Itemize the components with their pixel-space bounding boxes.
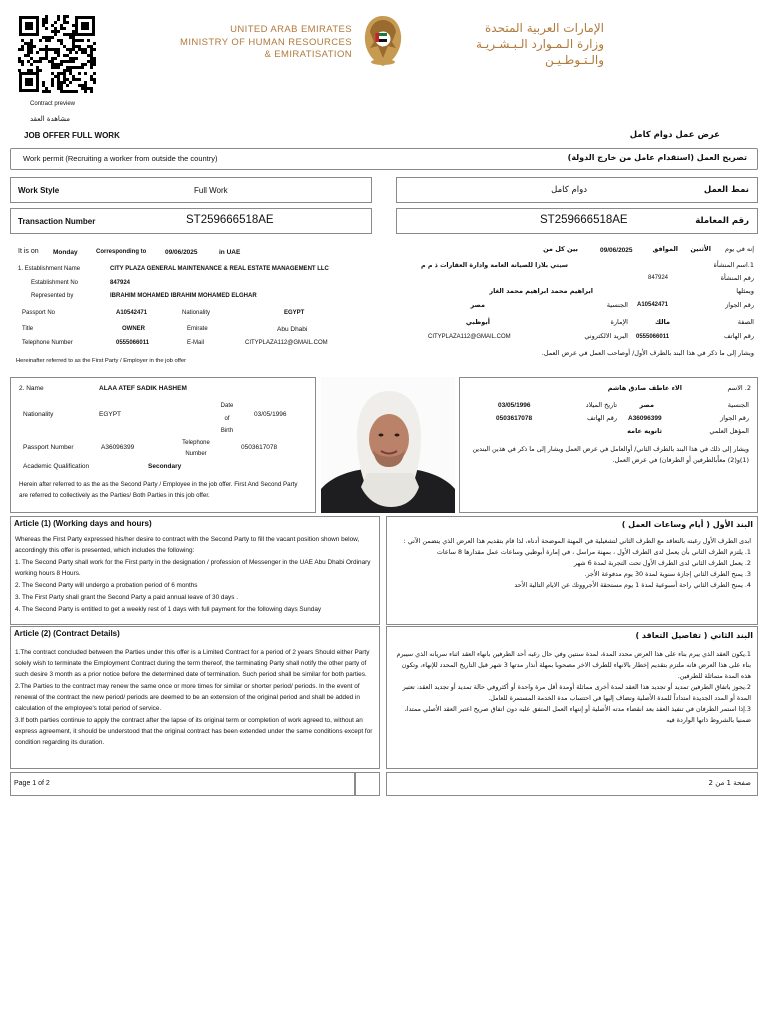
qr-code (18, 15, 96, 93)
work-style-value-ar: دوام كامل (551, 185, 587, 195)
fp-ar-note: ويشار إلى ما ذكر في هذا البند بالطرف الأول/ أوصاحب العمل في عرض العمل. (541, 349, 754, 357)
permit-row (10, 148, 758, 170)
ministry-ar-line-2: وزارة الـمـوارد الـبـشـريـة (475, 37, 604, 51)
fp-passport-label: Passport No (22, 310, 56, 316)
article2-title-ar: البند الثاني ( تفاصيل التعاقد ) (635, 631, 753, 640)
fp-ar-rep-label: ويمثلها (736, 287, 754, 295)
permit-text-en: Work permit (Recruiting a worker from outside the country) (23, 154, 218, 163)
fp-ar-title: مالك (655, 318, 670, 326)
page-number: Page 1 of 2 (14, 780, 50, 787)
article1-body (15, 534, 377, 616)
sp-ar-phone-label: رقم الهاتف (587, 414, 617, 422)
article2-para-ar: 1.يكون العقد الذي يبرم بناء على هذا العرض محدد المدة، لمدة سنتين وفي حال رغبه أحد الطرفين بانهاء العقد اثناء سريانه الذي سيبرم بناء على هذا العرض فانه ملتزم بتقديم إخطار بالانهاء للطرف الاخر مصحوبا بمهلة أنذار مدتها 3 شهر قبل التاريخ المحدد للإنهاء، وتكون هذه المدة متماثلة للطرفين. (396, 650, 751, 680)
fp-ar-corresponding: الموافق (652, 245, 678, 253)
fp-ar-emirate: أبوظبي (465, 318, 490, 326)
article2-body (15, 647, 377, 749)
sp-ar-qual-label: المؤهل العلمي (709, 427, 749, 435)
job-offer-title-en: JOB OFFER FULL WORK (24, 131, 120, 140)
ministry-line-3: & EMIRATISATION (264, 49, 352, 60)
fp-emirate: Abu Dhabi (277, 326, 308, 333)
article1-para: 4. The Second Party is entitled to get a weekly rest of 1 days with full payment for the following days Sunday (15, 606, 322, 613)
article1-para-ar: 3. يمنح الطرف الثاني إجازة سنوية لمدة 30 يوم مدفوعة الأجر. (584, 570, 751, 578)
second-party-ar-box (459, 377, 758, 513)
sp-ar-dob-label: تاريخ الميلاد (585, 401, 617, 409)
fp-ar-phone-label: رقم الهاتف (724, 332, 754, 340)
article2-title: Article (2) (Contract Details) (14, 629, 120, 638)
transaction-label-ar: رقم المعاملة (695, 216, 749, 226)
fp-nationality: EGYPT (284, 310, 305, 316)
fp-email-label: E-Mail (187, 340, 205, 346)
sp-ar-note: ويشار إلى ذلك في هذا البند بالطرف الثاني/ أوالعامل في عرض العمل ويشار إلى ما ذكر في هذين البندين (1)و(2) معاًبالطرفين أو الطرفان) في عرض العمل. (472, 445, 749, 464)
fp-ar-passport: A10542471 (637, 302, 669, 308)
fp-ar-establishment: سيتي بلازا للصيانة العامة وادارة العقارات ذ م م (421, 262, 568, 269)
ministry-line-1: UNITED ARAB EMIRATES (230, 24, 352, 35)
work-style-ar-box (396, 177, 758, 203)
representative: IBRAHIM MOHAMED IBRAHIM MOHAMED ELGHAR (110, 293, 257, 299)
sp-ar-phone: 0503617078 (496, 415, 533, 422)
sp-dob-label: Date of Birth (220, 403, 234, 434)
article2-para-ar: 3.إذا استمر الطرفان في تنفيذ العقد بعد انقضاء مدته الأصلية أو إنتهاء العمل المتفق عليه دون اتفاق صريح اعتبر العقد الأصلي ممتدا، ضمنيا بالشروط ذاتها الواردة فيه (404, 705, 751, 724)
ministry-name-ar (414, 20, 604, 68)
article2-para: 1.The contract concluded between the Parties under this offer is a Limited Contract for a period of 2 years Should either Party solely wish to terminate the Employment Contract during the term thereof, the terminating Party shall notify the other party of such desire 3 month as a prior notice before the determined date of termination. Such period shall be similar for both parties. (15, 649, 370, 678)
footer-mid-box (355, 772, 380, 796)
sp-dob: 03/05/1996 (254, 411, 287, 418)
ministry-ar-line-3: والـتـوطـيـن (545, 53, 604, 67)
work-style-label-ar: نمط العمل (703, 185, 749, 195)
transaction-ar-box (396, 208, 758, 234)
article1-para: Whereas the First Party expressed his/her desire to contract with the Second Party to fill the vacant position shown below, accordingly this offer is presented, which includes the following: (15, 536, 360, 554)
article1-ar-box (386, 516, 758, 625)
ministry-ar-line-1: الإمارات العربية المتحدة (485, 21, 604, 35)
est-no-label: Establishment No (31, 280, 79, 286)
fp-ar-title-label: الصفة (737, 318, 754, 326)
sp-nationality: EGYPT (99, 411, 122, 418)
sp-qual: Secondary (148, 463, 182, 470)
article1-body-ar (393, 536, 751, 591)
article1-para-ar: 1. يلتزم الطرف الثاني بأن يعمل لدى الطرف الأول ، بمهنة مراسل ، في إمارة أبوظبي وساعات عمل مقدارها 8 ساعات (436, 548, 751, 556)
fp-note: Hereinafter referred to as the First Party / Employer in the job offer (16, 358, 187, 364)
fp-day: Monday (53, 249, 78, 256)
fp-ar-est-label: 1.اسم المنشأة (713, 261, 754, 269)
transaction-label: Transaction Number (18, 217, 96, 226)
transaction-en-box (10, 208, 372, 234)
fp-title-label: Title (22, 326, 34, 332)
fp-ar-rep: ابراهيم محمد ابراهيم محمد الغار (489, 287, 593, 295)
article2-ar-box (386, 626, 758, 769)
work-style-label: Work Style (18, 186, 60, 195)
article2-body-ar (393, 649, 751, 726)
job-offer-title-ar: عرض عمل دوام كامل (629, 130, 720, 140)
transaction-number-ar: ST259666518AE (540, 214, 628, 226)
article1-title: Article (1) (Working days and hours) (14, 519, 152, 528)
establishment-label: 1. Establishment Name (18, 266, 81, 272)
article1-para-ar: ابدى الطرف الأول رغبته بالتعاقد مع الطرف الثاني لتشغيلية في المهنة الموضحة أدناه، لذا قام بتقديم هذا العرض الذي يتضمن الآتي : (403, 537, 751, 545)
footer-ar-box (386, 772, 758, 796)
article1-para-ar: 4. يمنح الطرف الثاني راحة أسبوعية لمدة 1 يوم مستحقة الأجرووتك عن الايام التالية الأحد (514, 581, 751, 589)
sp-ar-passport: A36096399 (628, 415, 662, 422)
sp-ar-nationality: مصر (639, 401, 654, 409)
work-style-en-box (10, 177, 372, 203)
sp-ar-nationality-label: الجنسية (727, 401, 749, 409)
fp-ar-date: 09/06/2025 (600, 247, 633, 254)
sp-name: ALAA ATEF SADIK HASHEM (99, 385, 187, 392)
article1-para: 2. The Second Party will undergo a probation period of 6 months (15, 582, 198, 589)
article2-para: 2.The Parties to the contract may renew the same once or more times for similar or shorter period/ periods. In the event of renewal of the contract the new period/ periods are deemed to be an extension of the original period and shall be added in calculation of the employee's total period of service. (15, 683, 360, 712)
establishment-name: CITY PLAZA GENERAL MAINTENANCE & REAL ESTATE MANAGEMENT LLC (110, 266, 329, 272)
transaction-number: ST259666518AE (186, 214, 274, 226)
represented-label: Represented by (31, 293, 74, 299)
fp-ar-day: الأثنين (690, 245, 711, 253)
fp-in-uae: in UAE (219, 249, 241, 256)
fp-corresponding: Corresponding to (96, 249, 147, 255)
est-no: 847924 (110, 280, 131, 286)
article1-title-ar: البند الأول ( أيام وساعات العمل ) (621, 520, 753, 529)
fp-ar-between: بين كل من (543, 245, 578, 253)
fp-ar-email-label: البريد الالكتروني (584, 332, 628, 340)
sp-name-label: 2. Name (19, 385, 44, 392)
sp-qual-label: Academic Qualification (23, 463, 90, 470)
article2-para-ar: 2.يجوز باتفاق الطرفين تمديد أو تجديد هذا العقد لمدة أخرى مماثلة أومدة أقل مرة واحدة أو أكثروفي حالة تمديد أو تجديد العقد، تعتبر المدة أو المدد الجديدة امتداداً للمدة الأصلية وتضاف إليها في احتساب مدة الخدمة المستمرة للعامل. (402, 683, 751, 702)
sp-ar-name-label: 2. الاسم (727, 384, 751, 392)
footer-en-box (10, 772, 355, 796)
it-is-on: It is on (18, 248, 39, 255)
article2-para: 3.If both parties continue to apply the contract after the lapse of its original term or completion of work agreed to, without an express agreement, it should be understood that the original contract has been extended under the same conditions except for condition regarding its duration. (15, 717, 373, 746)
sp-note: Herein after referred to as the as the Second Party / Employee in the job offer. First And Second Party are referred to collectively as the Parties/ Both Parties in this job offer. (19, 481, 298, 499)
fp-ar-email: CITYPLAZA112@GMAIL.COM (428, 334, 511, 340)
contract-preview-ar: مشاهدة العقد (30, 115, 71, 123)
sp-ar-qual: ثانويه عامه (627, 427, 662, 435)
sp-ar-passport-label: رقم الجواز (720, 414, 749, 422)
sp-nationality-label: Nationality (23, 411, 54, 418)
fp-phone-label: Telephone Number (22, 340, 73, 346)
fp-ar-est-no-label: رقم المنشأة (720, 274, 754, 282)
fp-ar-emirate-label: الإمارة (610, 318, 628, 326)
ministry-line-2: MINISTRY OF HUMAN RESOURCES (180, 36, 352, 48)
article1-para-ar: 2. يعمل الطرف الثاني لدى الطرف الأول تحت التجربة لمدة 6 شهر (573, 559, 751, 567)
sp-phone-label: Telephone Number (182, 440, 210, 457)
article1-para: 1. The Second Party shall work for the First party in the designation / profession of Messenger in the UAE Abu Dhabi Ordinary working hours 8 Hours. (15, 559, 371, 577)
permit-text-ar: تصريح العمل (استقدام عامل من خارج الدولة) (567, 153, 747, 162)
page-number-ar: صفحة 1 من 2 (708, 779, 751, 787)
fp-emirate-label: Emirate (187, 326, 208, 332)
fp-ar-phone: 0555066011 (636, 334, 670, 340)
uae-emblem-icon (360, 12, 406, 68)
fp-email: CITYPLAZA112@GMAIL.COM (245, 340, 328, 346)
fp-nationality-label: Nationality (182, 310, 211, 316)
sp-ar-dob: 03/05/1996 (498, 402, 531, 409)
contract-preview-en: Contract preview (30, 101, 76, 107)
fp-ar-est-no: 847924 (648, 275, 669, 281)
fp-phone: 0555066011 (116, 340, 150, 346)
ministry-name-en (180, 24, 352, 62)
fp-ar-passport-label: رقم الجواز (725, 301, 754, 309)
fp-date: 09/06/2025 (165, 249, 198, 256)
article1-para: 3. The First Party shall grant the Second Party a paid annual leave of 30 days . (15, 594, 238, 601)
sp-passport-label: Passport Number (23, 444, 74, 451)
sp-passport: A36096399 (101, 444, 135, 451)
article2-en-box (10, 626, 380, 769)
fp-ar-intro: إنه في يوم (725, 245, 754, 253)
fp-title: OWNER (122, 326, 145, 332)
employee-photo (321, 377, 455, 513)
fp-ar-nationality-label: الجنسية (606, 301, 628, 309)
article1-en-box (10, 516, 380, 625)
fp-ar-nationality: مصر (470, 301, 485, 309)
sp-ar-name: الاء عاطف صادق هاشم (607, 384, 682, 392)
second-party-en-box (10, 377, 316, 513)
work-style-value: Full Work (194, 186, 228, 195)
sp-phone: 0503617078 (241, 444, 278, 451)
fp-passport: A10542471 (116, 310, 148, 316)
